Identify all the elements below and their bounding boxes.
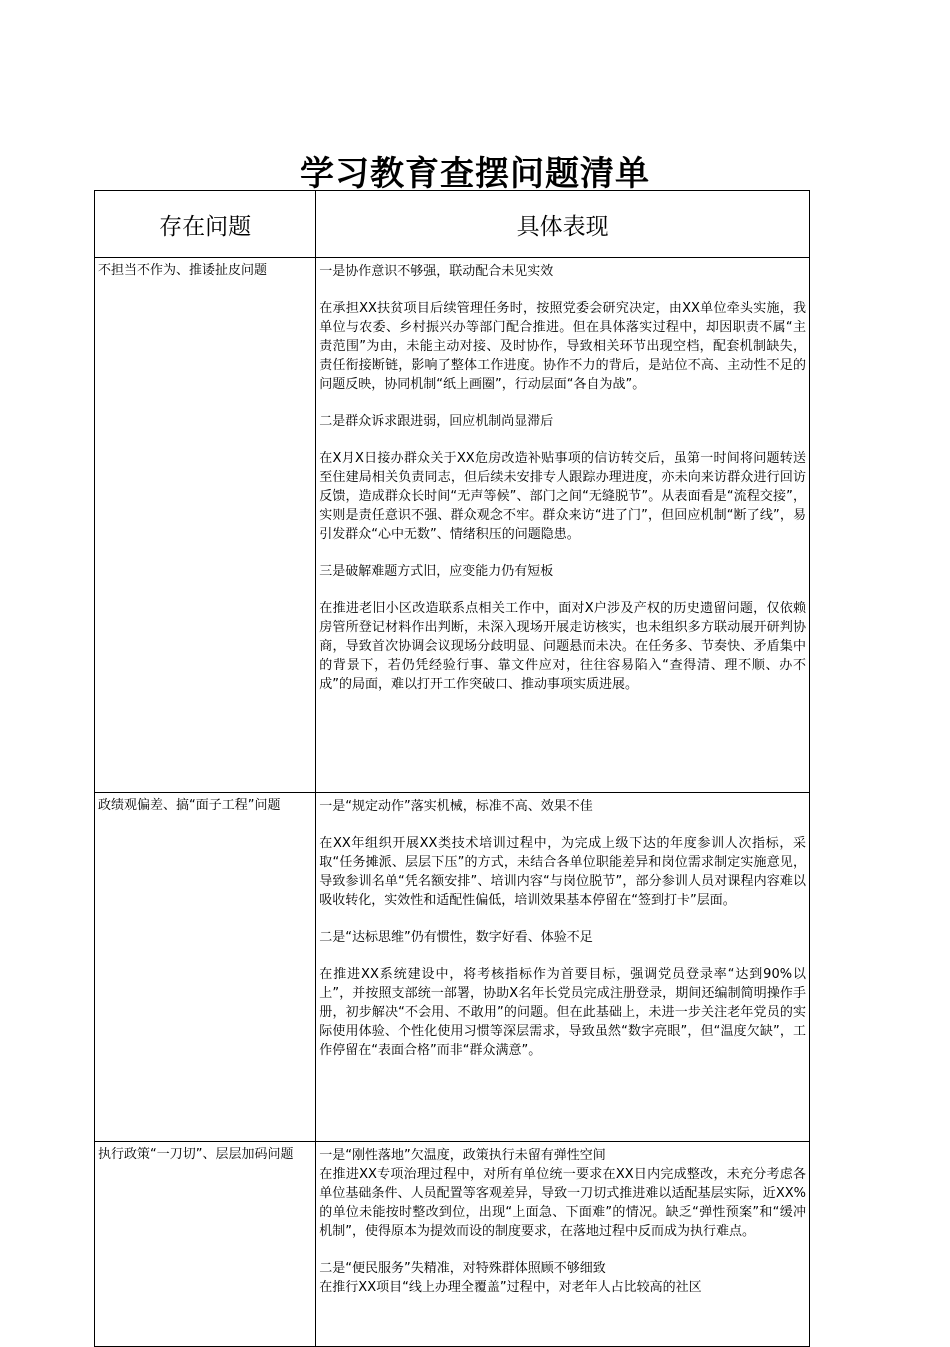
detail-paragraph: 在推进老旧小区改造联系点相关工作中，面对X户涉及产权的历史遗留问题，仅依赖房管所登记材料作出判断，未深入现场开展走访核实，也未组织多方联动展开研判协商，导致首次协调会议现场分歧明显、问题悬而未决。在任务多、节奏快、矛盾集中的背景下，若仍凭经验行事、靠文件应对，往往容易陷入“查得清、理不顺、办不成”的局面，难以打开工作突破口、推动事项实质进展。 <box>319 601 806 692</box>
detail-paragraph: 在推行XX项目“线上办理全覆盖”过程中，对老年人占比较高的社区 <box>319 1280 702 1295</box>
detail-heading: 二是“达标思维”仍有惯性，数字好看、体验不足 <box>319 930 593 945</box>
detail-cell <box>316 1142 810 1347</box>
detail-paragraph: 在XX年组织开展XX类技术培训过程中，为完成上级下达的年度参训人次指标，采取“任务摊派、层层下压”的方式，未结合各单位职能差异和岗位需求制定实施意见，导致参训名单“凭名额安排”、培训内容“与岗位脱节”，部分参训人员对课程内容难以吸收转化，实效性和适配性偏低，培训效果基本停留在“签到打卡”层面。 <box>319 836 806 908</box>
header-detail: 具体表现 <box>316 191 810 258</box>
detail-paragraph: 在推进XX系统建设中，将考核指标作为首要目标，强调党员登录率“达到90%以上”，并按照支部统一部署，协助X名年长党员完成注册登录，期间还编制简明操作手册，初步解决“不会用、不敢用”的问题。但在此基础上，未进一步关注老年党员的实际使用体验、个性化使用习惯等深层需求，导致虽然“数字亮眼”，但“温度欠缺”，工作停留在“表面合格”而非“群众满意”。 <box>319 967 806 1058</box>
detail-heading: 一是“刚性落地”欠温度，政策执行未留有弹性空间 <box>319 1148 606 1163</box>
detail-cell <box>316 793 810 1142</box>
document-title: 学习教育查摆问题清单 <box>300 154 650 194</box>
issue-cell: 执行政策“一刀切”、层层加码问题 <box>95 1142 316 1347</box>
table-row <box>95 258 810 793</box>
detail-paragraph: 在X月X日接办群众关于XX危房改造补贴事项的信访转交后，虽第一时间将问题转送至住建局相关负责同志，但后续未安排专人跟踪办理进度，亦未向来访群众进行回访反馈，造成群众长时间“无声等候”、部门之间“无缝脱节”。从表面看是“流程交接”，实则是责任意识不强、群众观念不牢。群众来访“进了门”，但回应机制“断了线”，易引发群众“心中无数”、情绪积压的问题隐患。 <box>319 451 806 542</box>
table-row <box>95 1142 810 1347</box>
detail-cell <box>316 258 810 793</box>
detail-heading: 一是协作意识不够强，联动配合未见实效 <box>319 264 554 279</box>
issue-table <box>94 190 810 1347</box>
detail-heading: 二是群众诉求跟进弱，回应机制尚显滞后 <box>319 414 554 429</box>
table-header-row <box>95 191 810 258</box>
header-issue: 存在问题 <box>95 191 316 258</box>
detail-heading: 三是破解难题方式旧，应变能力仍有短板 <box>319 564 554 579</box>
table-row <box>95 793 810 1142</box>
detail-heading: 一是“规定动作”落实机械，标准不高、效果不佳 <box>319 799 593 814</box>
issue-cell: 不担当不作为、推诿扯皮问题 <box>95 258 316 793</box>
detail-paragraph: 在承担XX扶贫项目后续管理任务时，按照党委会研究决定，由XX单位牵头实施，我单位与农委、乡村振兴办等部门配合推进。但在具体落实过程中，却因职责不属“主责范围”为由，未能主动对接、及时协作，导致相关环节出现空档，配套机制缺失，责任衔接断链，影响了整体工作进度。协作不力的背后，是站位不高、主动性不足的问题反映，协同机制“纸上画圈”，行动层面“各自为战”。 <box>319 301 806 392</box>
issue-cell: 政绩观偏差、搞“面子工程”问题 <box>95 793 316 1142</box>
detail-heading: 二是“便民服务”失精准，对特殊群体照顾不够细致 <box>319 1261 606 1276</box>
detail-paragraph: 在推进XX专项治理过程中，对所有单位统一要求在XX日内完成整改，未充分考虑各单位基础条件、人员配置等客观差异，导致一刀切式推进难以适配基层实际，近XX%的单位未能按时整改到位，出现“上面急、下面难”的情况。缺乏“弹性预案”和“缓冲机制”，使得原本为提效而设的制度要求，在落地过程中反而成为执行难点。 <box>319 1167 806 1239</box>
